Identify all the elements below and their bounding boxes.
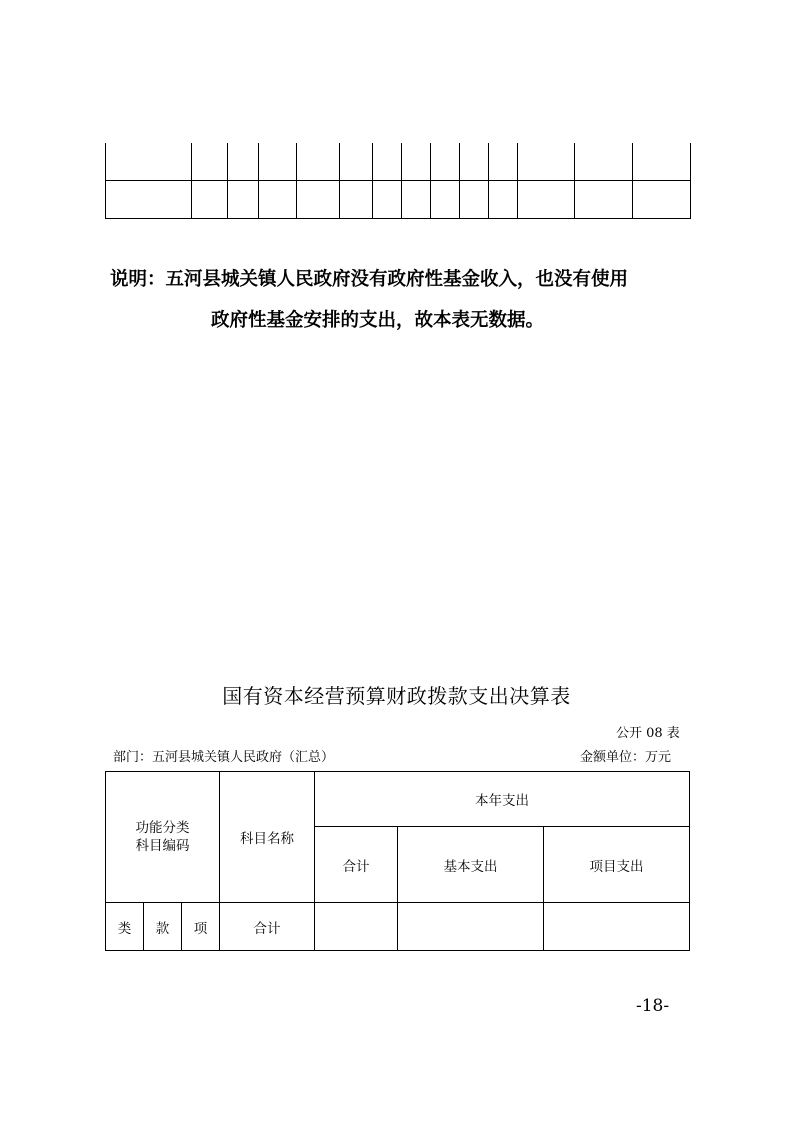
table-row [106,143,691,181]
department-label: 部门：五河县城关镇人民政府（汇总） [113,750,335,765]
header-year-expense: 本年支出 [315,772,690,827]
table-row [106,903,690,951]
header-basic-expense: 基本支出 [398,827,544,903]
header-total: 合计 [315,827,398,903]
expense-table [105,771,690,951]
header-function-code: 功能分类 科目编码 [106,772,220,903]
table-row [106,772,690,827]
header-lei: 类 [106,903,144,951]
cell-basic [398,903,544,951]
header-subject-name: 科目名称 [220,772,315,903]
unit-label: 金额单位：万元 [580,750,672,765]
note-line-2: 政府性基金安排的支出，故本表无数据。 [211,310,545,331]
row-total-label: 合计 [220,903,315,951]
header-xiang: 项 [182,903,220,951]
page-number: -18- [636,996,670,1016]
table-title: 国有资本经营预算财政拨款支出决算表 [222,684,571,708]
previous-table-continuation [105,143,691,219]
cell-project [544,903,690,951]
table-row [106,181,691,219]
cell-total [315,903,398,951]
header-kuan: 款 [144,903,182,951]
table-code: 公开 08 表 [616,726,680,741]
note-line-1: 说明：五河县城关镇人民政府没有政府性基金收入，也没有使用 [110,269,629,290]
header-project-expense: 项目支出 [544,827,690,903]
